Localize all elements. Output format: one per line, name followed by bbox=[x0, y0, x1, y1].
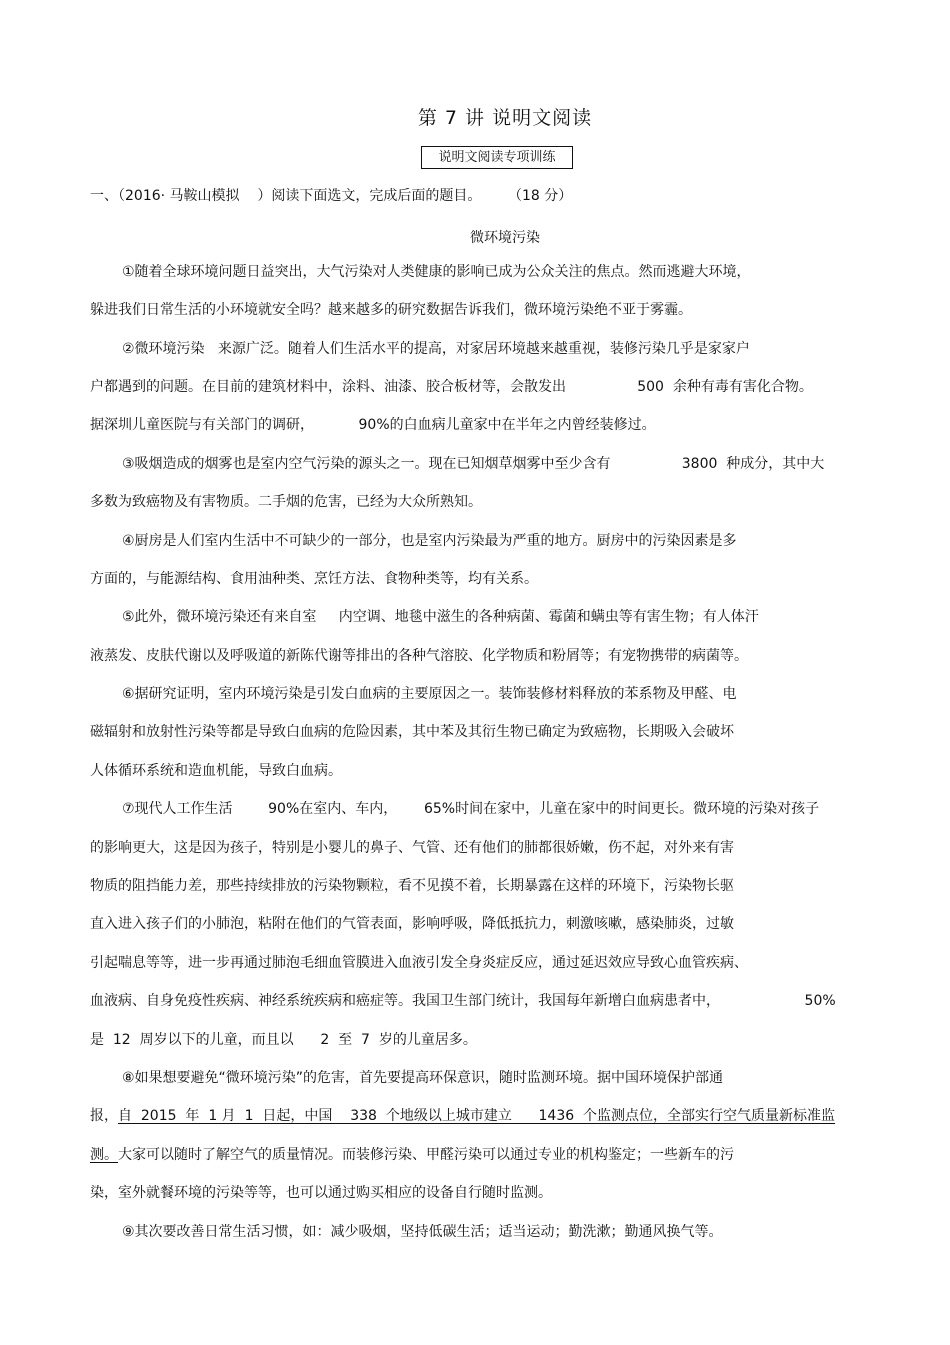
paragraph-line: 躲进我们日常生活的小环境就安全吗？越来越多的研究数据告诉我们，微环境污染绝不亚于雾霾。 bbox=[90, 302, 692, 318]
paragraph-line: 人体循环系统和造血机能，导致白血病。 bbox=[90, 763, 342, 779]
underlined-sentence-end: 测。 bbox=[90, 1147, 118, 1163]
paragraph-line: 引起喘息等等，进一步再通过肺泡毛细血管膜进入血液引发全身炎症反应，通过延迟效应导致心血管疾病、 bbox=[90, 955, 748, 971]
paragraph-line: ③吸烟造成的烟雾也是室内空气污染的源头之一。现在已知烟草烟雾中至少含有 3800 种成分，其中大 bbox=[122, 456, 825, 472]
paragraph-line bbox=[90, 1145, 734, 1165]
question-heading: 一、（2016· 马鞍山模拟 ）阅读下面选文，完成后面的题目。 （18 分） bbox=[90, 188, 573, 204]
paragraph-line: ⑧如果想要避免“微环境污染”的危害，首先要提高环保意识，随时监测环境。据中国环境保护部通 bbox=[122, 1070, 724, 1086]
underlined-sentence: 自 2015 年 1 月 1 日起，中国 338 个地级以上城市建立 1436 个监测点位，全部实行空气质量新标准监 bbox=[118, 1108, 836, 1124]
paragraph-line: 液蒸发、皮肤代谢以及呼吸道的新陈代谢等排出的各种气溶胶、化学物质和粉屑等；有宠物携带的病菌等。 bbox=[90, 648, 748, 664]
line-rest: 大家可以随时了解空气的质量情况。而装修污染、甲醛污染可以通过专业的机构鉴定；一些新车的污 bbox=[118, 1147, 734, 1163]
section-box-label: 说明文阅读专项训练 bbox=[421, 146, 573, 169]
paragraph-line: ⑨其次要改善日常生活习惯，如：减少吸烟，坚持低碳生活；适当运动；勤洗漱；勤通风换气等。 bbox=[122, 1224, 723, 1240]
paragraph-line: 血液病、自身免疫性疾病、神经系统疾病和癌症等。我国卫生部门统计，我国每年新增白血病患者中， 50% bbox=[90, 993, 836, 1009]
paragraph-line: ④厨房是人们室内生活中不可缺少的一部分，也是室内污染最为严重的地方。厨房中的污染因素是多 bbox=[122, 533, 737, 549]
paragraph-line: 是 12 周岁以下的儿童，而且以 2 至 7 岁的儿童居多。 bbox=[90, 1032, 477, 1048]
paragraph-line bbox=[90, 1106, 835, 1126]
paragraph-line: ①随着全球环境问题日益突出，大气污染对人类健康的影响已成为公众关注的焦点。然而逃避大环境， bbox=[122, 264, 751, 280]
paragraph-line: ⑤此外，微环境污染还有来自室 内空调、地毯中滋生的各种病菌、霉菌和螨虫等有害生物；有人体汗 bbox=[122, 609, 759, 625]
paragraph-line: ⑦现代人工作生活 90%在室内、车内， 65%时间在家中，儿童在家中的时间更长。微环境的污染对孩子 bbox=[122, 801, 820, 817]
paragraph-line: 染，室外就餐环境的污染等等，也可以通过购买相应的设备自行随时监测。 bbox=[90, 1185, 552, 1201]
paragraph-line: 物质的阻挡能力差，那些持续排放的污染物颗粒，看不见摸不着，长期暴露在这样的环境下，污染物长驱 bbox=[90, 878, 734, 894]
paragraph-line: 磁辐射和放射性污染等都是导致白血病的危险因素，其中苯及其衍生物已确定为致癌物，长期吸入会破坏 bbox=[90, 724, 734, 740]
paragraph-line: 据深圳儿童医院与有关部门的调研， 90%的白血病儿童家中在半年之内曾经装修过。 bbox=[90, 417, 656, 433]
paragraph-line: ②微环境污染 来源广泛。随着人们生活水平的提高，对家居环境越来越重视，装修污染几乎是家家户 bbox=[122, 341, 750, 357]
paragraph-line: 直入进入孩子们的小肺泡，粘附在他们的气管表面，影响呼吸，降低抵抗力，刺激咳嗽，感染肺炎，过敏 bbox=[90, 916, 734, 932]
paragraph-line: 方面的，与能源结构、食用油种类、烹饪方法、食物种类等，均有关系。 bbox=[90, 571, 538, 587]
paragraph-line: 的影响更大，这是因为孩子，特别是小婴儿的鼻子、气管、还有他们的肺都很娇嫩，伤不起，对外来有害 bbox=[90, 840, 734, 856]
paragraph-line: ⑥据研究证明，室内环境污染是引发白血病的主要原因之一。装饰装修材料释放的苯系物及甲醛、电 bbox=[122, 686, 737, 702]
article-title: 微环境污染 bbox=[470, 230, 540, 246]
paragraph-line: 多数为致癌物及有害物质。二手烟的危害，已经为大众所熟知。 bbox=[90, 494, 482, 510]
line-prefix: 报， bbox=[90, 1108, 118, 1124]
paragraph-line: 户都遇到的问题。在目前的建筑材料中，涂料、油漆、胶合板材等，会散发出 500 余种有毒有害化合物。 bbox=[90, 379, 813, 395]
page-title: 第 7 讲 说明文阅读 bbox=[417, 107, 593, 129]
